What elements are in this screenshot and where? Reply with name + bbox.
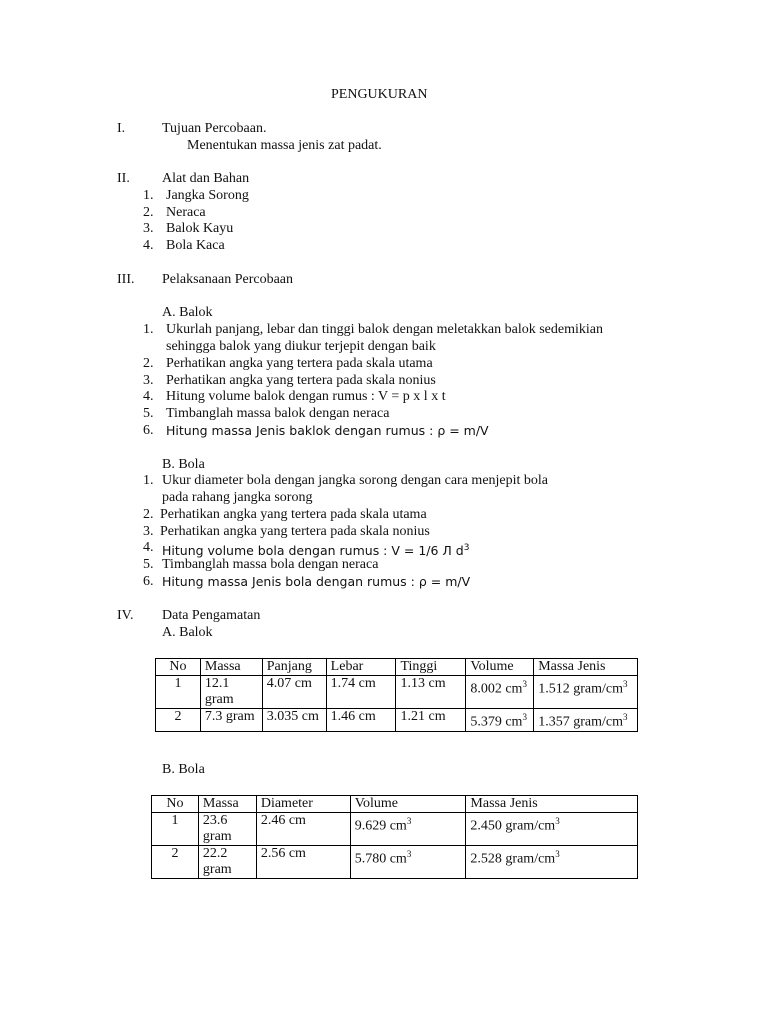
- table-cell: 1.13 cm: [396, 676, 466, 709]
- section-4-heading: Data Pengamatan: [162, 608, 261, 623]
- superscript: 3: [463, 543, 470, 553]
- list-number: 3.: [143, 373, 154, 388]
- table-header-cell: Tinggi: [396, 659, 466, 676]
- list-item: Timbanglah massa balok dengan neraca: [166, 406, 390, 421]
- table-header-row: [156, 659, 638, 676]
- table-cell: [466, 676, 534, 709]
- list-item: Balok Kayu: [166, 221, 234, 236]
- section-2-heading: Alat dan Bahan: [162, 171, 250, 186]
- list-number: 5.: [143, 557, 154, 572]
- table-cell: [350, 846, 466, 879]
- superscript: 3: [555, 849, 560, 859]
- list-number: 1.: [143, 473, 154, 488]
- cell-value: 2.450 gram/cm: [470, 818, 556, 834]
- table-cell: [466, 709, 534, 732]
- list-item: Perhatikan angka yang tertera pada skala nonius: [160, 524, 430, 539]
- bola-data-table: [151, 795, 638, 879]
- page-title: PENGUKURAN: [331, 87, 428, 102]
- section-1-number: I.: [117, 121, 126, 136]
- list-item: Neraca: [166, 205, 206, 220]
- table-header-cell: No: [156, 659, 201, 676]
- table-header-cell: Panjang: [262, 659, 326, 676]
- table-header-cell: Volume: [350, 796, 466, 813]
- table-cell: [466, 813, 638, 846]
- cell-value: 8.002 cm: [470, 681, 523, 697]
- table-row: [156, 676, 638, 709]
- section-4-number: IV.: [117, 608, 134, 623]
- list-number: 6.: [143, 423, 154, 438]
- table-balok-heading: A. Balok: [162, 625, 213, 640]
- cell-value: 1.512 gram/cm: [538, 681, 623, 697]
- section-3-number: III.: [117, 272, 135, 287]
- table-row: [156, 709, 638, 732]
- table-header-row: [152, 796, 638, 813]
- table-bola-heading: B. Bola: [162, 762, 205, 777]
- table-cell: 12.1 gram: [200, 676, 262, 709]
- list-item: Timbanglah massa bola dengan neraca: [162, 557, 379, 572]
- subsection-balok-heading: A. Balok: [162, 305, 213, 320]
- list-item-continuation: sehingga balok yang diukur terjepit dengan baik: [166, 339, 436, 354]
- section-1-text: Menentukan massa jenis zat padat.: [187, 138, 382, 153]
- list-item: Hitung volume balok dengan rumus : V = p x l x t: [166, 389, 446, 404]
- table-cell: 2: [152, 846, 199, 879]
- table-cell: 1.46 cm: [326, 709, 396, 732]
- table-header-cell: Diameter: [256, 796, 350, 813]
- list-item-formula: Hitung massa Jenis baklok dengan rumus : ρ = m/V: [166, 423, 489, 438]
- list-number: 2.: [143, 205, 154, 220]
- list-number: 3.: [143, 221, 154, 236]
- table-row: [152, 813, 638, 846]
- table-cell: [534, 676, 638, 709]
- list-number: 4.: [143, 540, 154, 555]
- list-number: 2.: [143, 356, 154, 371]
- list-number: 4.: [143, 238, 154, 253]
- list-item: Perhatikan angka yang tertera pada skala utama: [166, 356, 433, 371]
- list-item-continuation: pada rahang jangka sorong: [162, 490, 313, 505]
- table-cell: [350, 813, 466, 846]
- table-cell: 1.74 cm: [326, 676, 396, 709]
- table-cell: 23.6 gram: [198, 813, 256, 846]
- list-item: Perhatikan angka yang tertera pada skala utama: [160, 507, 427, 522]
- section-1-heading: Tujuan Percobaan.: [162, 121, 267, 136]
- list-item: Ukurlah panjang, lebar dan tinggi balok dengan meletakkan balok sedemikian: [166, 322, 603, 337]
- superscript: 3: [622, 679, 628, 689]
- superscript: 3: [406, 816, 412, 826]
- table-cell: 7.3 gram: [200, 709, 262, 732]
- cell-value: 9.629 cm: [354, 818, 407, 834]
- list-item: Ukur diameter bola dengan jangka sorong dengan cara menjepit bola: [162, 473, 549, 488]
- table-cell: 1.21 cm: [396, 709, 466, 732]
- balok-data-table: [155, 658, 638, 732]
- subsection-bola-heading: B. Bola: [162, 457, 205, 472]
- cell-value: 5.780 cm: [354, 851, 407, 867]
- section-2-number: II.: [117, 171, 130, 186]
- list-number: 2.: [143, 507, 154, 522]
- table-cell: 2.56 cm: [256, 846, 350, 879]
- table-cell: [534, 709, 638, 732]
- superscript: 3: [522, 712, 527, 722]
- table-header-cell: Massa Jenis: [534, 659, 638, 676]
- table-cell: 1: [152, 813, 199, 846]
- section-3-heading: Pelaksanaan Percobaan: [162, 272, 293, 287]
- list-number: 1.: [143, 322, 154, 337]
- superscript: 3: [622, 712, 628, 722]
- table-header-cell: Massa Jenis: [466, 796, 638, 813]
- table-cell: 3.035 cm: [262, 709, 326, 732]
- list-item: Perhatikan angka yang tertera pada skala nonius: [166, 373, 436, 388]
- table-header-cell: Lebar: [326, 659, 396, 676]
- superscript: 3: [555, 816, 560, 826]
- table-header-cell: Volume: [466, 659, 534, 676]
- table-header-cell: No: [152, 796, 199, 813]
- table-cell: 22.2 gram: [198, 846, 256, 879]
- table-cell: 4.07 cm: [262, 676, 326, 709]
- formula-text: Hitung volume bola dengan rumus : V = 1/6 Л d: [162, 543, 464, 559]
- table-header-cell: Massa: [200, 659, 262, 676]
- cell-value: 2.528 gram/cm: [470, 851, 556, 867]
- list-number: 3.: [143, 524, 154, 539]
- list-number: 1.: [143, 188, 154, 203]
- list-item-formula: Hitung massa Jenis bola dengan rumus : ρ = m/V: [162, 574, 471, 589]
- list-item: Bola Kaca: [166, 238, 225, 253]
- table-cell: 1: [156, 676, 201, 709]
- table-cell: 2.46 cm: [256, 813, 350, 846]
- list-number: 5.: [143, 406, 154, 421]
- list-number: 4.: [143, 389, 154, 404]
- cell-value: 1.357 gram/cm: [538, 714, 623, 730]
- table-cell: 2: [156, 709, 201, 732]
- table-row: [152, 846, 638, 879]
- superscript: 3: [522, 679, 527, 689]
- table-cell: [466, 846, 638, 879]
- list-number: 6.: [143, 574, 154, 589]
- list-item: Jangka Sorong: [166, 188, 249, 203]
- cell-value: 5.379 cm: [470, 714, 523, 730]
- table-header-cell: Massa: [198, 796, 256, 813]
- superscript: 3: [406, 849, 412, 859]
